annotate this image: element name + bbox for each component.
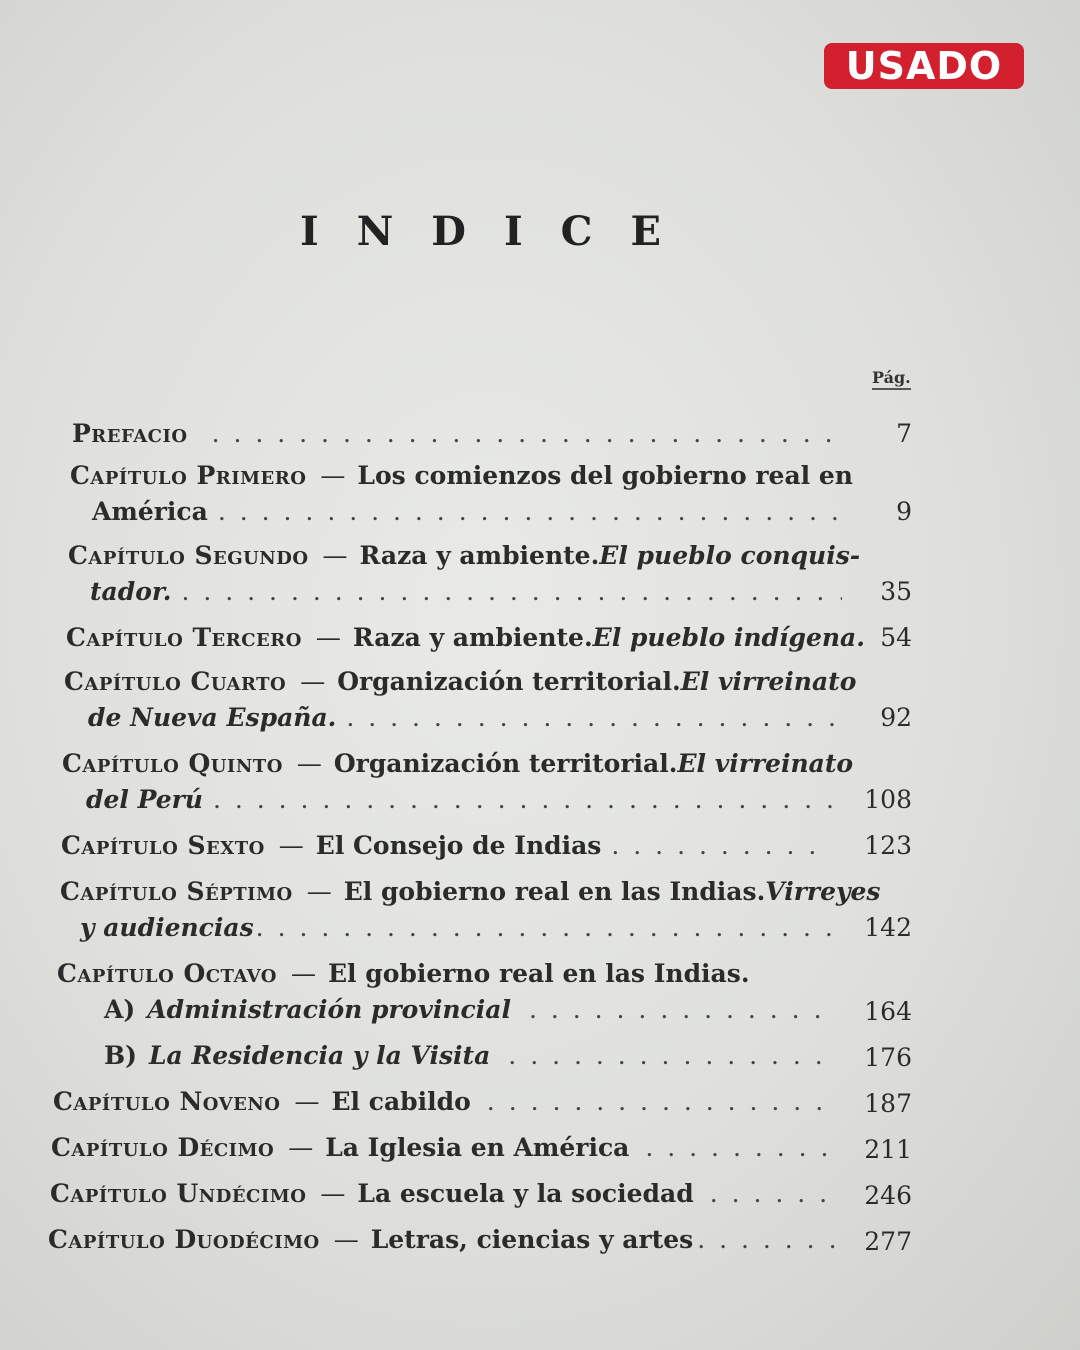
chapter-title-cont: de Nueva España. (88, 703, 337, 732)
chapter-label: Prefacio (72, 419, 188, 448)
dash: — (300, 667, 326, 696)
dash: — (288, 1133, 314, 1162)
dash: — (294, 1087, 320, 1116)
page-number: 164 (864, 997, 912, 1026)
page-number: 142 (864, 913, 912, 942)
page-number: 54 (880, 623, 912, 652)
page-number: 9 (896, 497, 912, 526)
toc-entry-capitulo-undecimo (50, 1176, 912, 1214)
leader-dots (710, 1176, 838, 1212)
chapter-title: Raza y ambiente. (359, 541, 600, 570)
leader-dots (256, 910, 842, 946)
chapter-title-italic: El pueblo conquis- (599, 541, 861, 570)
leader-dots (218, 494, 842, 530)
leader-dots (697, 1222, 838, 1258)
toc-entry-capitulo-tercero (66, 620, 912, 656)
page-number: 211 (864, 1135, 912, 1164)
chapter-title-italic: El pueblo indígena. (592, 623, 865, 652)
page-number: 35 (880, 577, 912, 606)
page-number: 277 (864, 1227, 912, 1256)
subentry-title: Administración provincial (147, 995, 511, 1024)
chapter-title: El gobierno real en las Indias. (327, 959, 750, 988)
leader-dots (645, 1130, 838, 1166)
page-number: 123 (864, 831, 912, 860)
chapter-title: Organización territorial. (337, 667, 681, 696)
chapter-title-cont: América (92, 497, 208, 526)
dash: — (290, 959, 316, 988)
chapter-title: Los comienzos del gobierno real en (357, 461, 853, 490)
leader-dots (487, 1084, 838, 1120)
subentry-label: A) (104, 995, 136, 1024)
chapter-title-italic: El virreinato (677, 749, 854, 778)
page-number: 187 (864, 1089, 912, 1118)
chapter-label: Capítulo Séptimo (60, 877, 293, 906)
dash: — (320, 1179, 346, 1208)
used-badge: USADO (824, 43, 1024, 89)
page-column-header: Pág. (872, 368, 911, 390)
chapter-title: La escuela y la sociedad (357, 1179, 694, 1208)
chapter-label: Capítulo Noveno (53, 1087, 281, 1116)
dash: — (333, 1225, 359, 1254)
toc-entry-capitulo-primero (70, 458, 912, 530)
chapter-label: Capítulo Tercero (66, 623, 302, 652)
chapter-label: Capítulo Sexto (61, 831, 265, 860)
chapter-label: Capítulo Décimo (51, 1133, 275, 1162)
page-title: INDICE (300, 208, 699, 255)
chapter-label: Capítulo Duodécimo (48, 1225, 320, 1254)
dash: — (322, 541, 348, 570)
toc-entry-capitulo-noveno (53, 1084, 912, 1122)
toc-subentry-b (104, 1038, 912, 1076)
page-number: 246 (864, 1181, 912, 1210)
page-number: 92 (880, 703, 912, 732)
toc-subentry-a (104, 992, 912, 1030)
chapter-label: Capítulo Cuarto (64, 667, 287, 696)
leader-dots (508, 1038, 838, 1074)
chapter-title: La Iglesia en América (325, 1133, 630, 1162)
toc-entry-capitulo-duodecimo (48, 1222, 912, 1260)
chapter-title-cont: y audiencias (80, 913, 254, 942)
dash: — (296, 749, 322, 778)
toc-entry-prefacio (72, 416, 912, 452)
toc-entry-capitulo-octavo (57, 956, 912, 992)
chapter-title-italic: Virreyes (765, 877, 881, 906)
chapter-title-cont: tador. (90, 577, 172, 606)
toc-entry-capitulo-quinto (62, 746, 912, 818)
dash: — (320, 461, 346, 490)
chapter-title: El gobierno real en las Indias. (343, 877, 766, 906)
leader-dots (181, 574, 842, 610)
toc-entry-capitulo-decimo (51, 1130, 912, 1168)
leader-dots (529, 992, 838, 1028)
chapter-label: Capítulo Primero (70, 461, 307, 490)
dash: — (315, 623, 341, 652)
leader-dots (213, 782, 844, 818)
leader-dots (212, 416, 840, 452)
chapter-title-italic: El virreinato (680, 667, 857, 696)
dash: — (306, 877, 332, 906)
page-number: 176 (864, 1043, 912, 1072)
leader-dots (346, 700, 844, 736)
chapter-title-cont: del Perú (86, 785, 203, 814)
page-number: 108 (864, 785, 912, 814)
toc-entry-capitulo-cuarto (64, 664, 912, 736)
toc-entry-capitulo-septimo (60, 874, 912, 946)
subentry-label: B) (104, 1041, 137, 1070)
chapter-label: Capítulo Quinto (62, 749, 283, 778)
chapter-title: Organización territorial. (333, 749, 678, 778)
chapter-title: Raza y ambiente. (352, 623, 593, 652)
page-number: 7 (896, 419, 912, 448)
chapter-title: El Consejo de Indias (315, 831, 602, 860)
subentry-title: La Residencia y la Visita (148, 1041, 491, 1070)
toc-entry-capitulo-segundo (68, 538, 912, 610)
leader-dots (611, 828, 829, 864)
chapter-label: Capítulo Octavo (57, 959, 277, 988)
chapter-label: Capítulo Segundo (68, 541, 309, 570)
chapter-title: El cabildo (331, 1087, 471, 1116)
toc-entry-capitulo-sexto (61, 828, 912, 864)
chapter-title: Letras, ciencias y artes (370, 1225, 694, 1254)
dash: — (278, 831, 304, 860)
chapter-label: Capítulo Undécimo (50, 1179, 307, 1208)
